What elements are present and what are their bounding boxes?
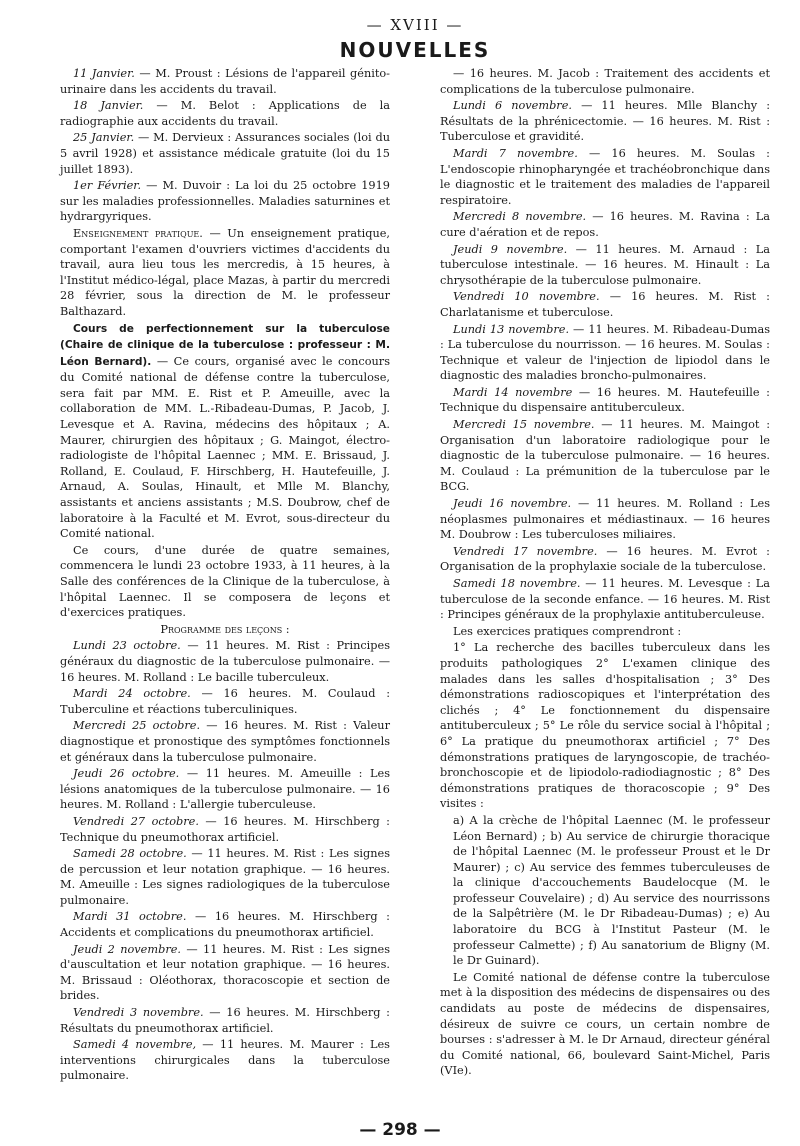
lesson-date: 1er Février. [73,179,142,193]
lesson-date: 25 Janvier. [73,131,135,145]
paragraph-text: — 16 heures. M. Jacob : Traitement des accidents et complications de la tuberculose pulmonaire. [440,67,770,96]
lesson-date: Mardi 31 octobre. [73,910,187,924]
lesson-date: Lundi 6 novembre. [453,99,572,113]
paragraph [440,576,770,623]
paragraph [440,209,770,240]
lesson-date: Mardi 7 novembre. [453,146,578,160]
paragraph [60,814,390,845]
paragraph [60,66,390,97]
paragraph-text: — M. Belot : Applications de la radiographie aux accidents du travail. [60,99,391,128]
lesson-date: Vendredi 3 novembre. [73,1006,204,1020]
lesson-date: Samedi 18 novembre. [453,577,581,590]
paragraph [60,766,390,813]
paragraph-text: — Un enseignement pratique, comportant l'examen d'ouvriers victimes d'accidents du travail, aura lieu tous les mercredis, à 15 heures, à l'Institut médico-légal, place Mazas, à partir du mercredi 28 février, sous la direction de M. le professeur Balthazard. [60,226,390,318]
lesson-date: Mercredi 15 novembre. [453,418,595,432]
paragraph-text: — 16 heures. M. Hirschberg : Résultats du pneumothorax artificiel. [60,1006,390,1035]
course-heading: Cours de perfectionnement sur la tuberculose (Chaire de clinique de la tuberculose : professeur : M. Léon Bernard). [60,322,390,368]
paragraph [440,146,770,208]
paragraph-text: — 11 heures. M. Rolland : Les néoplasmes pulmonaires et médiastinaux. — 16 heures M. Doubrow : Les tuberculoses miliaires. [440,497,770,542]
paragraph [60,543,390,621]
paragraph-text: — Ce cours, organisé avec le concours du Comité national de défense contre la tuberculose, sera fait par MM. E. Rist et P. Ameuille, avec la collaboration de MM. L.-Ribadeau-Dumas, P. Jacob, J. Levesque et A. Ravina, médecins des hôpitaux ; A. Maurer, chirurgien des hôpitaux ; G. Maingot, électro-radiologiste de l'hôpital Laennec ; MM. E. Brissaud, J. Rolland, E. Coulaud, F. Hirschberg, H. Hautefeuille, J. Arnaud, A. Soulas, Hinault, et Mlle M. Blanchy, assistants et anciens assistants ; M.S. Doubrow, chef de laboratoire à la Faculté et M. Evrot, sous-directeur du Comité national. [60,354,390,541]
paragraph [440,417,770,495]
paragraph-text: — 16 heures. M. Soulas : L'endoscopie rhinopharyngée et trachéobronchique dans le diagnostic et le traitement des maladies de l'appareil respiratoire. [440,146,770,207]
paragraph [60,178,390,225]
paragraph [60,846,390,908]
paragraph-text: — 16 heures. M. Hautefeuille : Technique du dispensaire antituberculeux. [440,385,770,415]
text-columns [60,66,770,1085]
paragraph [60,98,390,129]
paragraph [60,909,390,940]
paragraph [60,1005,390,1036]
paragraph-text: — 16 heures. M. Rist : Valeur diagnostique et pronostique des symptômes fonctionnels et généraux dans la tuberculose pulmonaire. [60,719,390,764]
paragraph [60,718,390,765]
lesson-date: Samedi 4 novembre, [73,1038,197,1052]
paragraph [440,970,770,1079]
paragraph-text: — 16 heures. M. Coulaud : Tuberculine et réactions tuberculiniques. [60,687,391,716]
paragraph-text: — 11 heures. M. Ameuille : Les lésions anatomiques de la tuberculose pulmonaire. — 16 heures. M. Rolland : L'allergie tuberculeuse. [60,767,390,812]
paragraph [440,322,770,384]
run-in-heading: Enseignement pratique. [73,226,203,240]
paragraph-text: — 11 heures. M. Maingot : Organisation d'un laboratoire radiologique pour le diagnostic de la tuberculose pulmonaire. — 16 heures. M. Coulaud : La prémunition de la tuberculose par le BCG. [440,418,771,494]
lesson-date: Lundi 13 novembre. [453,322,570,336]
paragraph-text: — 11 heures. M. Rist : Les signes d'auscultation et leur notation graphique. — 16 heures. M. Brissaud : Oléothorax, thoracoscopie et section de brides. [60,942,391,1003]
paragraph-text: — 16 heures. M. Rist : Charlatanisme et tuberculose. [440,290,770,319]
lesson-date: Mercredi 25 octobre. [73,719,201,733]
paragraph [440,813,770,969]
lesson-date: Samedi 28 octobre. [73,847,187,861]
paragraph [440,544,770,575]
lesson-date: 18 Janvier. [73,99,144,113]
paragraph-text: — 16 heures. M. Hirschberg : Accidents et complications du pneumothorax artificiel. [60,910,390,940]
paragraph [440,385,770,416]
lesson-date: Mardi 24 octobre. [73,687,191,701]
paragraph [440,66,770,97]
paragraph [60,686,390,717]
paragraph-text: — 11 heures. M. Ribadeau-Dumas : La tuberculose du nourrisson. — 16 heures. M. Soulas : Technique et valeur de l'injection de lipiodol dans le diagnostic des maladies broncho-pulmonaires. [440,322,770,383]
paragraph-text: — M. Proust : Lésions de l'appareil génito-urinaire dans les accidents du travail. [60,67,390,96]
paragraph-text: — 11 heures. Mlle Blanchy : Résultats de la phrénicectomie. — 16 heures. M. Rist : Tuberculose et gravidité. [440,99,770,144]
lesson-date: Mardi 14 novembre [453,385,573,399]
lesson-date: Mercredi 8 novembre. [453,210,587,224]
paragraph-text: — 11 heures. M. Arnaud : La tuberculose intestinale. — 16 heures. M. Hinault : La chrysothérapie de la tuberculose pulmonaire. [440,242,770,287]
lesson-date: Vendredi 17 novembre. [453,544,598,558]
right-column [440,66,770,1085]
paragraph-text: — 11 heures. M. Rist : Principes généraux du diagnostic de la tuberculose pulmonaire. — 16 heures. M. Rolland : Le bacille tuberculeux. [60,639,390,684]
paragraph [60,638,390,685]
paragraph-text: — 11 heures. M. Rist : Les signes de percussion et leur notation graphique. — 16 heures. M. Ameuille : Les signes radiologiques de la tuberculose pulmonaire. [60,847,391,907]
lesson-date: 11 Janvier. [73,67,135,80]
paragraph-text: — 16 heures. M. Hirschberg : Technique du pneumothorax artificiel. [60,814,390,844]
paragraph-text: 1° La recherche des bacilles tuberculeux dans les produits pathologiques 2° L'examen clinique des malades dans les salles d'hospitalisation ; 3° Des démonstrations radioscopiques et l'interprétation des clichés ; 4° Le fonctionnement du dispensaire antituberculeux ; 5° Le rôle du service social à l'hôpital ; 6° La pratique du pneumothorax artificiel ; 7° Des démonstrations pratiques de laryngoscopie, de trachéo-bronchoscopie et de lipiodolo-radiodiagnostic ; 8° Des démonstrations pratiques de thoracoscopie ; 9° Des visites : [440,641,770,811]
paragraph [60,942,390,1004]
paragraph [440,242,770,289]
paragraph-text: — M. Dervieux : Assurances sociales (loi du 5 avril 1928) et assistance médicale gratuite (loi du 15 juillet 1893). [60,131,390,176]
lesson-date: Jeudi 26 octobre. [73,767,180,781]
paragraph-text: — M. Duvoir : La loi du 25 octobre 1919 sur les maladies professionnelles. Maladies saturnines et hydrargyriques. [60,179,390,224]
lesson-date: Jeudi 9 novembre. [453,242,568,256]
roman-page-number: — XVIII — [366,16,464,34]
paragraph-text: — 16 heures. M. Evrot : Organisation de la prophylaxie sociale de la tuberculose. [440,544,770,574]
paragraph [440,289,770,320]
lesson-date: Vendredi 10 novembre. [453,290,600,304]
paragraph-text: — 16 heures. M. Ravina : La cure d'aération et de repos. [440,210,770,239]
lesson-date: Vendredi 27 octobre. [73,814,199,828]
lesson-date: Lundi 23 octobre. [73,639,181,653]
page-number: — 298 — [359,1120,441,1140]
paragraph-text: a) A la crèche de l'hôpital Laennec (M. le professeur Léon Bernard) ; b) Au service de chirurgie thoracique de l'hôpital Laennec (M. le professeur Proust et le Dr Maurer) ; c) Au service des femmes tuberculeuses de la clinique d'accouchements Baudelocque (M. le professeur Couvelaire) ; d) Au service des nourrissons de la Salpêtrière (M. le Dr Ribadeau-Dumas) ; e) Au laboratoire du BCG à l'Institut Pasteur (M. le professeur Calmette) ; f) Au sanatorium de Bligny (M. le Dr Guinard). [453,813,770,968]
paragraph [440,640,770,812]
paragraph [60,130,390,177]
lesson-date: Jeudi 2 novembre. [73,942,181,956]
paragraph-text: — 11 heures. M. Maurer : Les interventions chirurgicales dans la tuberculose pulmonaire. [60,1038,390,1083]
paragraph [60,226,390,320]
paragraph [60,1037,390,1084]
section-title: NOUVELLES [339,38,491,62]
paragraph-text: Les exercices pratiques comprendront : [453,624,682,638]
paragraph [440,624,770,640]
program-heading: Programme des leçons : [160,622,290,636]
lesson-date: Jeudi 16 novembre. [453,497,572,511]
paragraph [440,496,770,543]
paragraph [60,321,390,542]
paragraph [440,98,770,145]
paragraph-text: — 11 heures. M. Levesque : La tuberculose de la seconde enfance. — 16 heures. M. Rist : Principes généraux de la prophylaxie antituberculeuse. [440,577,770,622]
paragraph-text: Le Comité national de défense contre la tuberculose met à la disposition des médecins de dispensaires ou des candidats au poste de médecins de dispensaires, désireux de suivre ce cours, un certain nombre de bourses : s'adresser à M. le Dr Arnaud, directeur général du Comité national, 66, boulevard Saint-Michel, Paris (VIe). [440,970,770,1078]
paragraph-text: Ce cours, d'une durée de quatre semaines, commencera le lundi 23 octobre 1933, à 11 heures, à la Salle des conférences de la Clinique de la tuberculose, à l'hôpital Laennec. Il se composera de leçons et d'exercices pratiques. [60,543,390,620]
paragraph [60,622,390,638]
left-column [60,66,390,1085]
